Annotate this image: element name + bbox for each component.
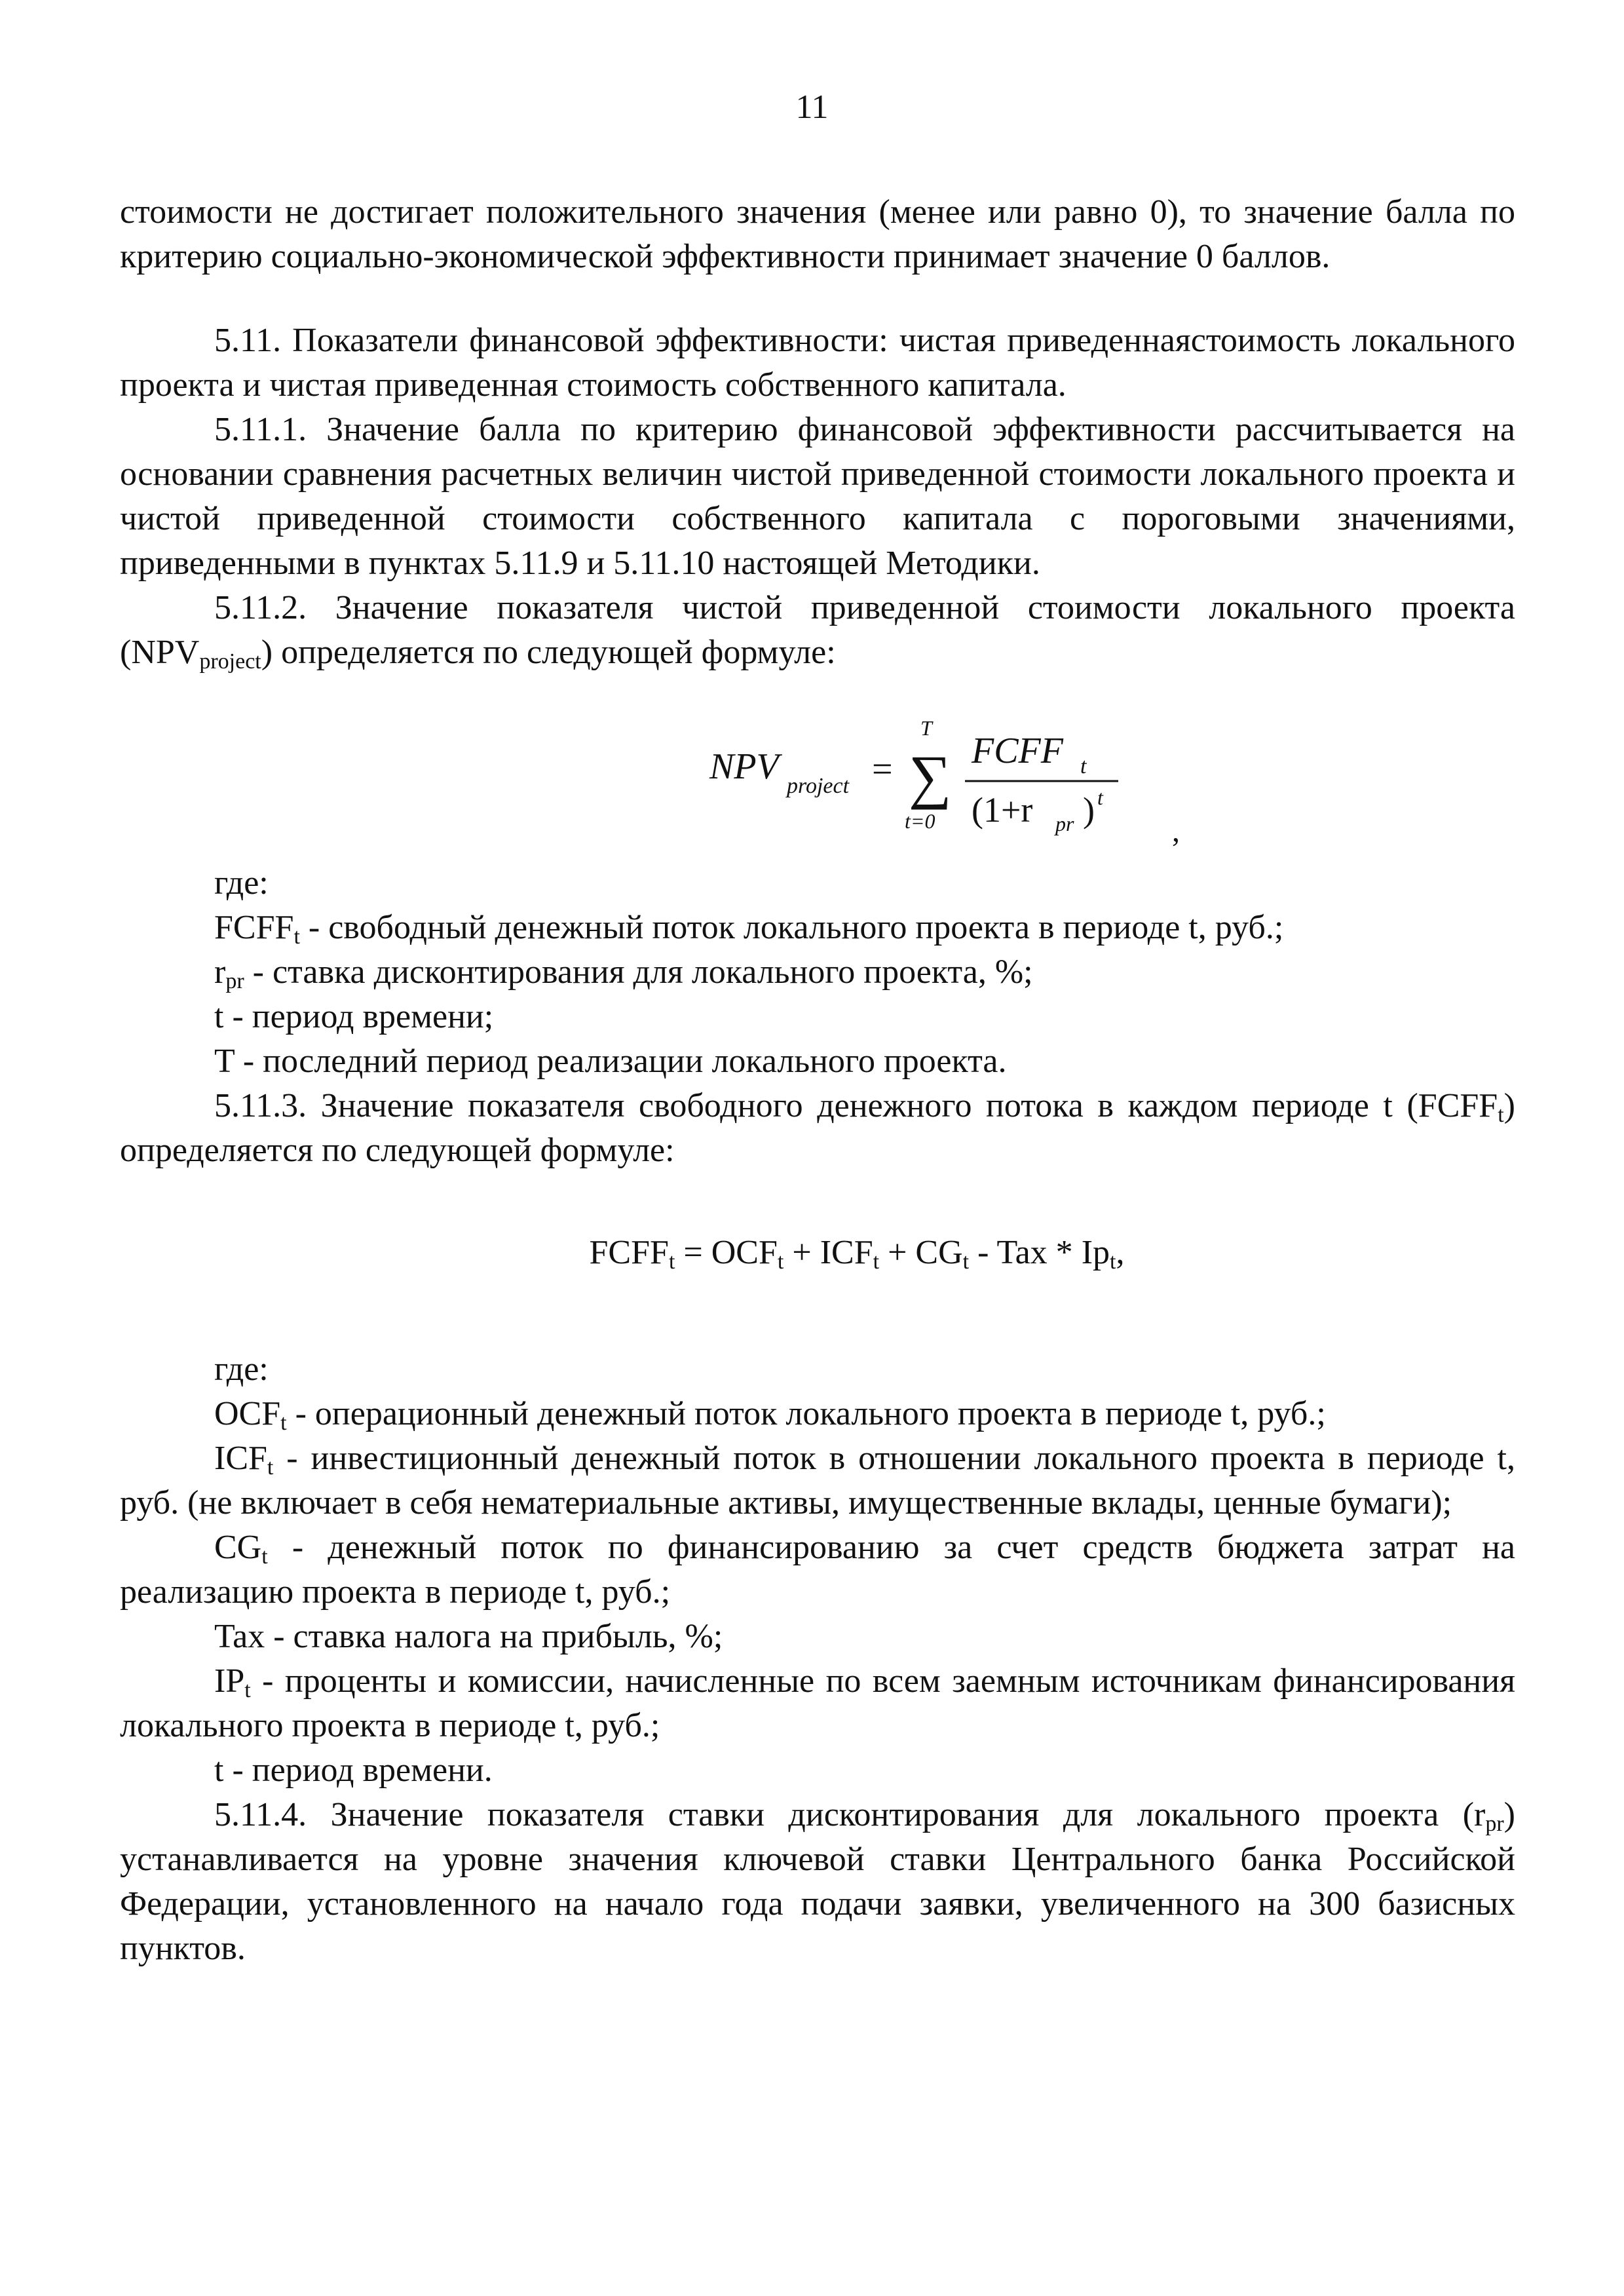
formula-operator: = <box>675 1234 711 1271</box>
paragraph-5-11-4 <box>120 1793 1515 1971</box>
fraction-denominator-exp: t <box>1097 786 1103 809</box>
formula-lhs: NPV <box>709 746 779 787</box>
subscript: t <box>280 1411 287 1435</box>
paragraph-5-11-1: 5.11.1. Значение балла по критерию финансовой эффективности рассчитывается на основании сравнения расчетных величин чистой приведенной стоимости локального проекта и чистой приведенной стоимости собственного капитала с пороговыми значениями, приведенными в пунктах 5.11.9 и 5.11.10 настоящей Методики. <box>120 411 1515 582</box>
sum-lower: t=0 <box>905 809 935 833</box>
paragraph-5-11-3 <box>120 1084 1515 1173</box>
formula-term: ICF <box>820 1234 873 1271</box>
definition-tax <box>120 1615 1515 1659</box>
where-label: где: <box>214 864 269 902</box>
subscript: t <box>668 1250 675 1274</box>
definition-text: - проценты и комиссии, начисленные по всем заемным источникам финансирования локального проекта в периоде t, руб.; <box>120 1662 1515 1744</box>
formula-operator: + <box>784 1234 820 1271</box>
paragraph-text: ) устанавливается на уровне значения ключевой ставки Центрального банка Российской Федерации, установленного на начало года подачи заявки, увеличенного на 300 базисных пунктов. <box>120 1796 1515 1967</box>
definition-T <box>120 1039 1515 1084</box>
definition-text: - последний период реализации локального проекта. <box>234 1043 1007 1080</box>
paragraph-text: ) определяется по следующей формуле: <box>261 634 836 671</box>
paragraph-continuation: стоимости не достигает положительного значения (менее или равно 0), то значение балла по критерию социально-экономической эффективности принимает значение 0 баллов. <box>120 193 1515 275</box>
definition-text: - период времени; <box>223 998 494 1035</box>
paragraph-text: 5.11.2. Значение показателя чистой приведенной стоимости локального проекта (NPV <box>120 589 1515 671</box>
definition-symbol: OCF <box>214 1395 281 1432</box>
sum-upper: T <box>920 716 932 740</box>
formula-equals: = <box>872 749 893 790</box>
fraction-numerator: FCFF <box>972 731 1063 771</box>
fraction-denominator-close: ) <box>1083 790 1095 830</box>
definition-symbol: IP <box>214 1662 245 1700</box>
formula-lhs-sub: project <box>787 774 850 798</box>
subscript: t <box>244 1678 251 1702</box>
formula-operator: + <box>879 1234 916 1271</box>
formula-term: OCF <box>711 1234 778 1271</box>
definition-text: - денежный поток по финансированию за счет средств бюджета затрат на реализацию проекта в периоде t, руб.; <box>120 1529 1515 1611</box>
definition-text: - операционный денежный поток локального проекта в периоде t, руб.; <box>286 1395 1326 1432</box>
definition-icf <box>120 1436 1515 1525</box>
subscript: pr <box>225 969 244 993</box>
definition-text: - ставка налога на прибыль, %; <box>265 1618 723 1655</box>
definition-symbol: ICF <box>214 1440 267 1477</box>
definition-text: - инвестиционный денежный поток в отношении локального проекта в периоде t, руб. (не включает в себя нематериальные активы, имущественные вклады, ценные бумаги); <box>120 1440 1515 1521</box>
definition-rpr <box>120 950 1515 995</box>
formula-operator: - Tax * <box>969 1234 1082 1271</box>
subscript: t <box>261 1544 268 1569</box>
subscript: t <box>962 1250 970 1274</box>
definition-fcff <box>120 906 1515 950</box>
definition-text: - свободный денежный поток локального проекта в периоде t, руб.; <box>299 909 1284 946</box>
definition-ip <box>120 1659 1515 1748</box>
fraction-denominator: (1+r <box>972 790 1033 830</box>
npv-formula <box>120 700 1515 857</box>
sum-sign-icon: ∑ <box>909 743 952 810</box>
formula-trailing-comma: , <box>1172 814 1180 849</box>
definition-symbol: CG <box>214 1529 262 1566</box>
document-body <box>120 190 1515 1971</box>
fraction-denominator-sub: pr <box>1055 812 1074 835</box>
definition-symbol: r <box>214 953 226 991</box>
npv-formula-graphic <box>120 700 1515 857</box>
fraction-numerator-sub: t <box>1080 754 1087 778</box>
definition-t <box>120 995 1515 1039</box>
definition-symbol: T <box>214 1043 235 1080</box>
page-number: 11 <box>795 88 829 126</box>
definition-text: - период времени. <box>223 1751 493 1789</box>
subscript: t <box>293 925 300 949</box>
subscript: pr <box>1485 1812 1504 1836</box>
paragraph-5-11: 5.11. Показатели финансовой эффективности: чистая приведеннаястоимость локального проекта и чистая приведенная стоимость собственного капитала. <box>120 322 1515 404</box>
paragraph-text: ) определяется по следующей формуле: <box>120 1087 1515 1169</box>
formula-term: CG <box>915 1234 963 1271</box>
subscript: t <box>267 1455 274 1480</box>
paragraph-5-11-2 <box>120 586 1515 675</box>
definition-t-period <box>120 1748 1515 1793</box>
definition-symbol: t <box>214 1751 224 1789</box>
definition-symbol: FCFF <box>214 909 294 946</box>
definition-cg <box>120 1525 1515 1615</box>
fcff-formula <box>120 1231 1515 1275</box>
subscript: t <box>873 1250 880 1274</box>
where-label: где: <box>214 1350 269 1388</box>
subscript: t <box>777 1250 784 1274</box>
subscript: project <box>199 649 261 674</box>
definition-symbol: Tax <box>214 1618 265 1655</box>
formula-term: FCFF <box>589 1234 669 1271</box>
definition-ocf <box>120 1392 1515 1436</box>
definition-text: - ставка дисконтирования для локального проекта, %; <box>244 953 1033 991</box>
subscript: t <box>1110 1250 1116 1274</box>
paragraph-text: 5.11.4. Значение показателя ставки дисконтирования для локального проекта (r <box>214 1796 1486 1833</box>
formula-term: Ip <box>1081 1234 1110 1271</box>
definition-symbol: t <box>214 998 224 1035</box>
formula-operator: , <box>1116 1234 1125 1271</box>
paragraph-text: 5.11.3. Значение показателя свободного денежного потока в каждом периоде t (FCFF <box>214 1087 1498 1124</box>
subscript: t <box>1498 1103 1504 1127</box>
